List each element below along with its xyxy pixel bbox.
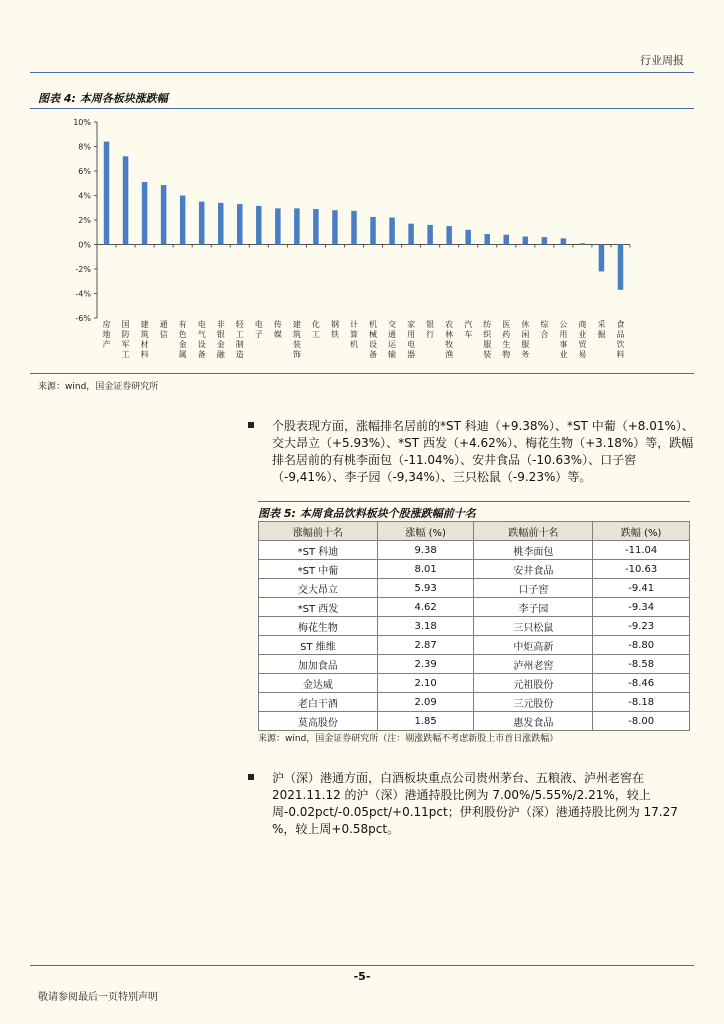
x-tick-label: 交通运输 bbox=[388, 320, 397, 359]
x-tick-label: 机械设备 bbox=[369, 320, 378, 359]
bullet-connect-holdings bbox=[248, 770, 698, 838]
table-cell: 3.18 bbox=[377, 617, 474, 636]
table-row bbox=[259, 636, 690, 655]
bar-银行 bbox=[427, 225, 433, 245]
bar-传媒 bbox=[275, 208, 281, 244]
x-tick-label: 公用事业 bbox=[559, 320, 568, 359]
bar-房地产 bbox=[104, 142, 110, 245]
table-row bbox=[259, 674, 690, 693]
figure5-source: 来源：wind，国金证券研究所（注：剔涨跌幅不考虑新股上市首日涨跌幅） bbox=[258, 734, 559, 744]
table-cell: 泸州老窖 bbox=[474, 655, 593, 674]
table-cell: 莫高股份 bbox=[259, 712, 378, 731]
table-cell: -9.41 bbox=[593, 579, 690, 598]
y-tick-label: 2% bbox=[78, 216, 91, 225]
table-row bbox=[259, 712, 690, 731]
bar-建筑装饰 bbox=[294, 208, 300, 244]
bullet-stock-performance bbox=[248, 418, 698, 486]
x-tick-label: 休闲服务 bbox=[521, 320, 530, 359]
table-row bbox=[259, 579, 690, 598]
table-cell: 口子窖 bbox=[474, 579, 593, 598]
x-tick-label: 钢铁 bbox=[330, 320, 339, 339]
y-tick-label: 4% bbox=[78, 191, 91, 201]
table-cell: -11.04 bbox=[593, 541, 690, 560]
bar-农林牧渔 bbox=[446, 226, 452, 244]
table-cell: -10.63 bbox=[593, 560, 690, 579]
bar-家用电器 bbox=[408, 224, 414, 245]
bar-电子 bbox=[256, 206, 262, 245]
x-tick-label: 食品饮料 bbox=[616, 320, 625, 359]
bullet-connect-holdings-text: 沪（深）港通方面，白酒板块重点公司贵州茅台、五粮液、泸州老窖在 2021.11.12 的沪（深）港通持股比例为 7.00%/5.55%/2.21%，较上周-0.02pct/-0.05pct/+0.11pct；伊利股份沪（深）港通持股比例为 17.27 %，较上周+0.58pct。 bbox=[272, 771, 678, 836]
x-tick-label: 银行 bbox=[426, 320, 435, 339]
table-cell: -8.58 bbox=[593, 655, 690, 674]
table-cell: 桃李面包 bbox=[474, 541, 593, 560]
x-tick-label: 轻工制造 bbox=[235, 320, 244, 359]
bar-电气设备 bbox=[199, 202, 205, 245]
table-cell: *ST 西发 bbox=[259, 598, 378, 617]
table-cell: 8.01 bbox=[377, 560, 474, 579]
report-type-label: 行业周报 bbox=[640, 54, 684, 67]
table-row bbox=[259, 598, 690, 617]
table-cell: 梅花生物 bbox=[259, 617, 378, 636]
y-tick-label: -6% bbox=[75, 314, 91, 323]
bar-通信 bbox=[161, 185, 167, 244]
bar-交通运输 bbox=[389, 218, 395, 245]
header-loss-pct: 跌幅 (%) bbox=[593, 522, 690, 541]
sector-change-chart bbox=[30, 110, 694, 372]
table-cell: 2.87 bbox=[377, 636, 474, 655]
table-header-row bbox=[259, 522, 690, 541]
table-cell: *ST 中葡 bbox=[259, 560, 378, 579]
figure4-title: 图表 4: 本周各板块涨跌幅 bbox=[38, 92, 168, 105]
table-cell: -9.34 bbox=[593, 598, 690, 617]
table-row bbox=[259, 560, 690, 579]
table-cell: 三只松鼠 bbox=[474, 617, 593, 636]
bar-有色金属 bbox=[180, 196, 186, 245]
x-tick-label: 建筑材料 bbox=[140, 320, 149, 359]
table-cell: 老白干酒 bbox=[259, 693, 378, 712]
bullet-stock-performance-text: 个股表现方面，涨幅排名居前的*ST 科迪（+9.38%）、*ST 中葡（+8.01%）、交大昂立（+5.93%）、*ST 西发（+4.62%）、梅花生物（+3.18%）等，跌幅排名居前的有桃李面包（-11.04%）、安井食品（-10.63%）、口子窖（-9,41%）、李子园（-9,34%）、三只松鼠（-9.23%）等。 bbox=[272, 419, 694, 484]
bar-公用事业 bbox=[561, 238, 567, 244]
y-tick-label: 6% bbox=[78, 167, 91, 176]
x-tick-label: 传媒 bbox=[273, 320, 282, 339]
table-cell: 5.93 bbox=[377, 579, 474, 598]
table-cell: 2.09 bbox=[377, 693, 474, 712]
figure4-bottom-rule bbox=[30, 373, 694, 374]
table-cell: 金达威 bbox=[259, 674, 378, 693]
figure5-title: 图表 5: 本周食品饮料板块个股涨跌幅前十名 bbox=[258, 507, 476, 520]
x-tick-label: 汽车 bbox=[464, 320, 473, 339]
page-number: -5- bbox=[353, 970, 371, 983]
figure4-top-rule bbox=[30, 108, 694, 109]
bar-计算机 bbox=[351, 211, 357, 245]
table-cell: 1.85 bbox=[377, 712, 474, 731]
figure4-source: 来源：wind，国金证券研究所 bbox=[38, 382, 159, 392]
bar-国防军工 bbox=[123, 156, 129, 244]
table-cell: 惠发食品 bbox=[474, 712, 593, 731]
bar-休闲服务 bbox=[523, 237, 529, 245]
table-cell: 9.38 bbox=[377, 541, 474, 560]
x-tick-label: 家用电器 bbox=[407, 320, 416, 359]
table-cell: 安井食品 bbox=[474, 560, 593, 579]
y-tick-label: -2% bbox=[75, 265, 91, 274]
x-tick-label: 房地产 bbox=[102, 320, 111, 349]
x-tick-label: 综合 bbox=[540, 320, 549, 339]
y-tick-label: 0% bbox=[78, 240, 91, 250]
header-gainers: 涨幅前十名 bbox=[259, 522, 378, 541]
footer-disclaimer: 敬请参阅最后一页特别声明 bbox=[38, 992, 158, 1003]
x-tick-label: 非银金融 bbox=[216, 320, 225, 359]
header-divider bbox=[30, 72, 694, 73]
table-row bbox=[259, 541, 690, 560]
x-tick-label: 商业贸易 bbox=[578, 320, 587, 359]
table-cell: -8.00 bbox=[593, 712, 690, 731]
table-cell: *ST 科迪 bbox=[259, 541, 378, 560]
table-cell: -8.46 bbox=[593, 674, 690, 693]
table-cell: 加加食品 bbox=[259, 655, 378, 674]
table-row bbox=[259, 655, 690, 674]
table-cell: -8.18 bbox=[593, 693, 690, 712]
x-tick-label: 纺织服装 bbox=[483, 320, 492, 359]
bar-钢铁 bbox=[332, 210, 338, 244]
bar-建筑材料 bbox=[142, 182, 148, 244]
table-cell: 李子园 bbox=[474, 598, 593, 617]
y-tick-label: 10% bbox=[73, 118, 91, 127]
bar-综合 bbox=[542, 237, 548, 244]
bullet-square-icon bbox=[248, 774, 254, 780]
x-tick-label: 有色金属 bbox=[178, 320, 187, 359]
header-losers: 跌幅前十名 bbox=[474, 522, 593, 541]
header-gain-pct: 涨幅 (%) bbox=[377, 522, 474, 541]
x-tick-label: 电子 bbox=[254, 320, 263, 339]
footer-divider bbox=[30, 965, 694, 966]
bar-汽车 bbox=[465, 230, 471, 245]
table-cell: 交大昂立 bbox=[259, 579, 378, 598]
table-cell: 中炬高新 bbox=[474, 636, 593, 655]
table-cell: -8.80 bbox=[593, 636, 690, 655]
table-cell: 2.39 bbox=[377, 655, 474, 674]
x-tick-label: 农林牧渔 bbox=[445, 320, 454, 359]
bar-纺织服装 bbox=[484, 234, 490, 244]
table-cell: ST 维维 bbox=[259, 636, 378, 655]
x-tick-label: 化工 bbox=[311, 320, 320, 339]
bar-化工 bbox=[313, 209, 319, 245]
stock-ranking-table bbox=[258, 521, 690, 731]
x-tick-label: 计算机 bbox=[349, 320, 358, 349]
bar-采掘 bbox=[599, 245, 605, 272]
bar-机械设备 bbox=[370, 217, 376, 245]
bar-非银金融 bbox=[218, 203, 224, 245]
y-tick-label: -4% bbox=[75, 289, 91, 299]
table-cell: 4.62 bbox=[377, 598, 474, 617]
bar-轻工制造 bbox=[237, 204, 243, 244]
bullet-square-icon bbox=[248, 422, 254, 428]
x-tick-label: 建筑装饰 bbox=[292, 320, 301, 359]
figure5-top-rule bbox=[258, 501, 690, 502]
table-cell: 三元股份 bbox=[474, 693, 593, 712]
y-tick-label: 8% bbox=[78, 142, 91, 152]
table-row bbox=[259, 693, 690, 712]
x-tick-label: 采掘 bbox=[597, 320, 606, 339]
x-tick-label: 电气设备 bbox=[197, 320, 206, 359]
table-cell: 2.10 bbox=[377, 674, 474, 693]
bar-医药生物 bbox=[504, 235, 510, 245]
x-tick-label: 国防军工 bbox=[121, 320, 130, 359]
bar-食品饮料 bbox=[618, 245, 624, 290]
bar-商业贸易 bbox=[580, 243, 586, 244]
table-cell: 元祖股份 bbox=[474, 674, 593, 693]
table-row bbox=[259, 617, 690, 636]
x-tick-label: 通信 bbox=[159, 320, 168, 339]
table-cell: -9.23 bbox=[593, 617, 690, 636]
x-tick-label: 医药生物 bbox=[502, 320, 511, 359]
